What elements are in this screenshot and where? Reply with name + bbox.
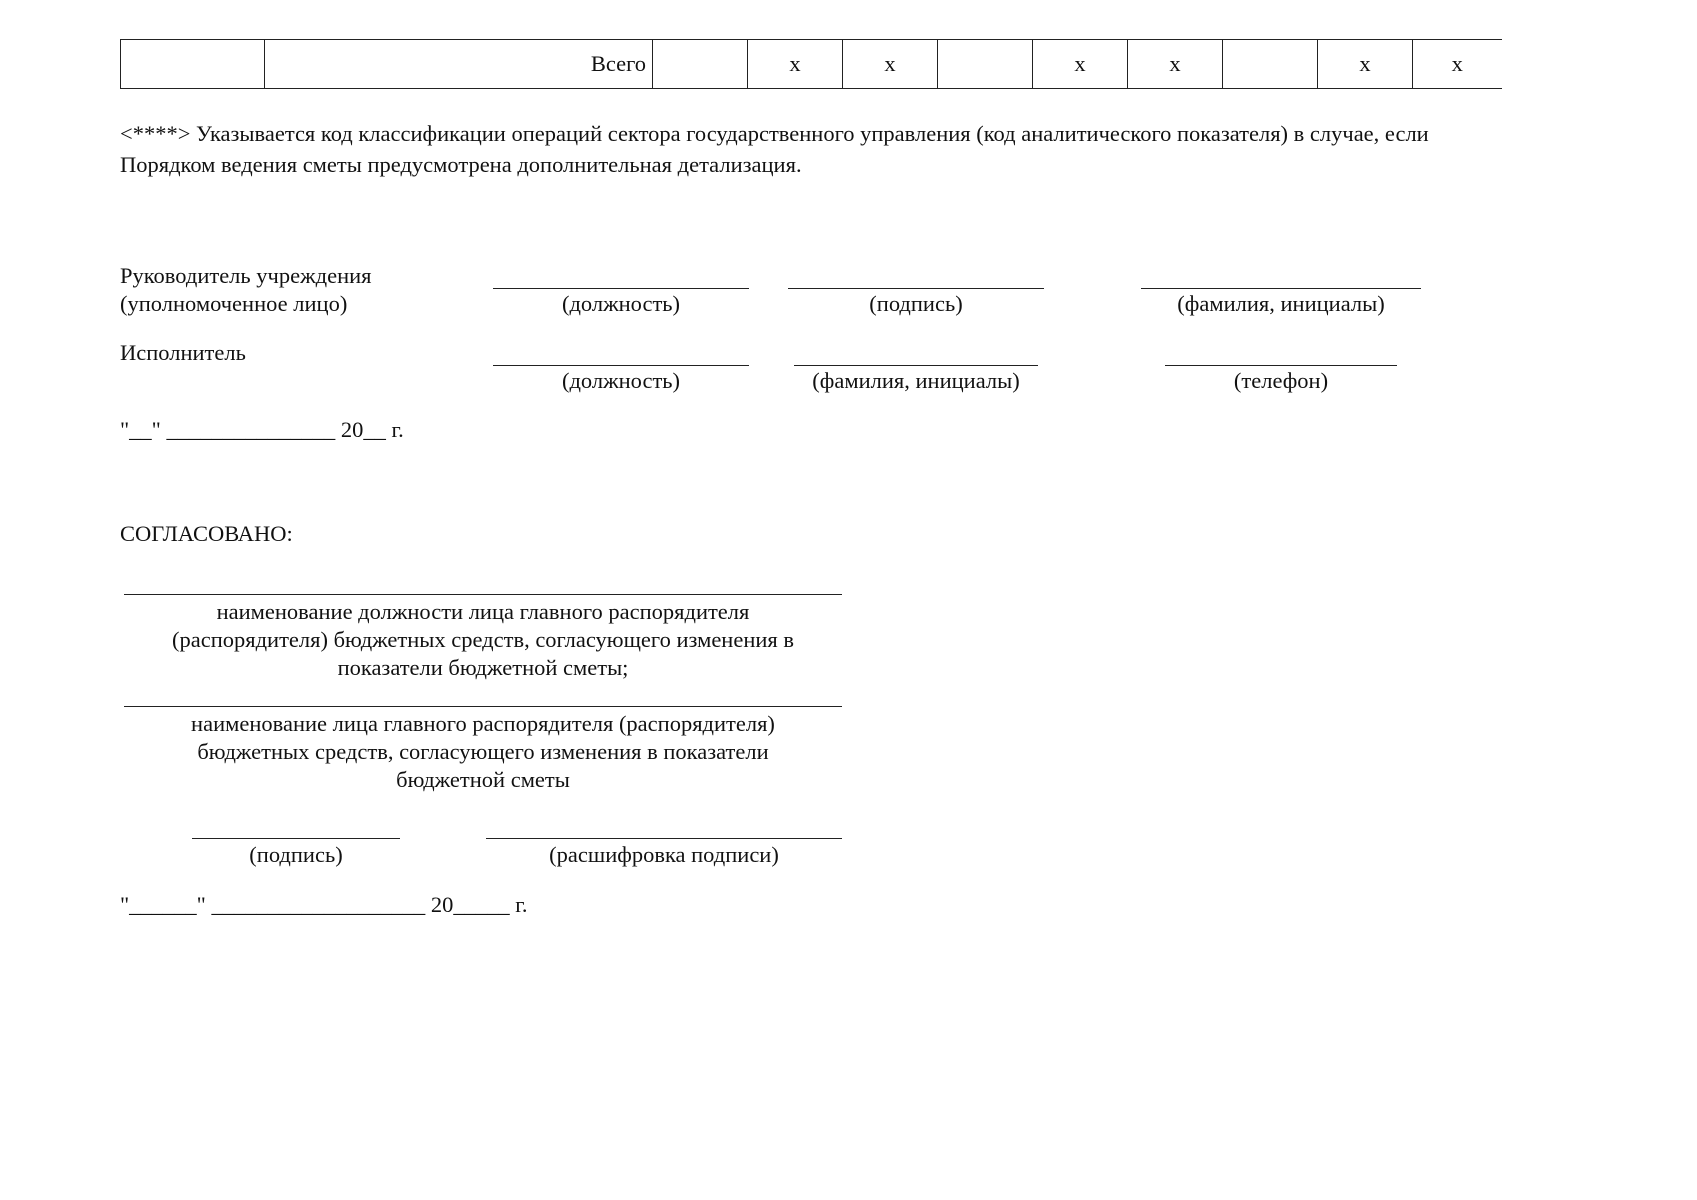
table-cell: x xyxy=(843,40,938,89)
agreed-signature-line xyxy=(192,838,400,839)
head-name-line xyxy=(1141,288,1421,289)
executor-phone-caption: (телефон) xyxy=(1233,368,1329,393)
agreed-position-caption-line1: наименование должности лица главного распорядителя xyxy=(216,599,750,624)
agreed-position-caption-line2: (распорядителя) бюджетных средств, согласующего изменения в xyxy=(171,627,795,652)
executor-position-caption: (должность) xyxy=(561,368,681,393)
agreed-position-caption-line3: показатели бюджетной сметы; xyxy=(337,655,629,680)
head-signature-line xyxy=(788,288,1044,289)
table-cell: x xyxy=(1128,40,1223,89)
agreed-decoding-line xyxy=(486,838,842,839)
footnote: <****> Указывается код классификации операций сектора государственного управления (код аналитического показателя) в случае, если Порядком ведения сметы предусмотрена дополнительная детализация. xyxy=(120,121,1429,177)
table-row-total xyxy=(121,40,1502,89)
agreed-person-caption-line3: бюджетной сметы xyxy=(396,767,570,792)
table-cell: x xyxy=(748,40,843,89)
agreed-decoding-caption: (расшифровка подписи) xyxy=(549,842,779,867)
agreed-heading: СОГЛАСОВАНО: xyxy=(120,521,293,546)
total-label-cell: Всего xyxy=(265,40,653,89)
executor-position-line xyxy=(493,365,749,366)
totals-table xyxy=(120,39,1502,89)
executor-name-caption: (фамилия, инициалы) xyxy=(812,368,1020,393)
agreed-date-line: "______" ___________________ 20_____ г. xyxy=(120,892,528,917)
head-title-line2: (уполномоченное лицо) xyxy=(120,291,348,316)
table-cell: x xyxy=(1033,40,1128,89)
agreed-person-caption-line1: наименование лица главного распорядителя (распорядителя) xyxy=(191,711,775,736)
executor-title: Исполнитель xyxy=(120,340,246,365)
agreed-person-caption-line2: бюджетных средств, согласующего изменения в показатели xyxy=(197,739,769,764)
head-signature-caption: (подпись) xyxy=(869,291,963,316)
head-position-line xyxy=(493,288,749,289)
table-cell: x xyxy=(1318,40,1413,89)
agreed-person-line xyxy=(124,706,842,707)
executor-name-line xyxy=(794,365,1038,366)
table-cell xyxy=(653,40,748,89)
executor-phone-line xyxy=(1165,365,1397,366)
date-line: "__" _______________ 20__ г. xyxy=(120,417,404,442)
table-cell xyxy=(1223,40,1318,89)
table-cell: x xyxy=(1413,40,1502,89)
table-cell xyxy=(938,40,1033,89)
head-position-caption: (должность) xyxy=(561,291,681,316)
table-cell-empty xyxy=(121,40,265,89)
head-name-caption: (фамилия, инициалы) xyxy=(1177,291,1385,316)
agreed-signature-caption: (подпись) xyxy=(249,842,343,867)
agreed-position-line xyxy=(124,594,842,595)
head-title-line1: Руководитель учреждения xyxy=(120,263,372,288)
